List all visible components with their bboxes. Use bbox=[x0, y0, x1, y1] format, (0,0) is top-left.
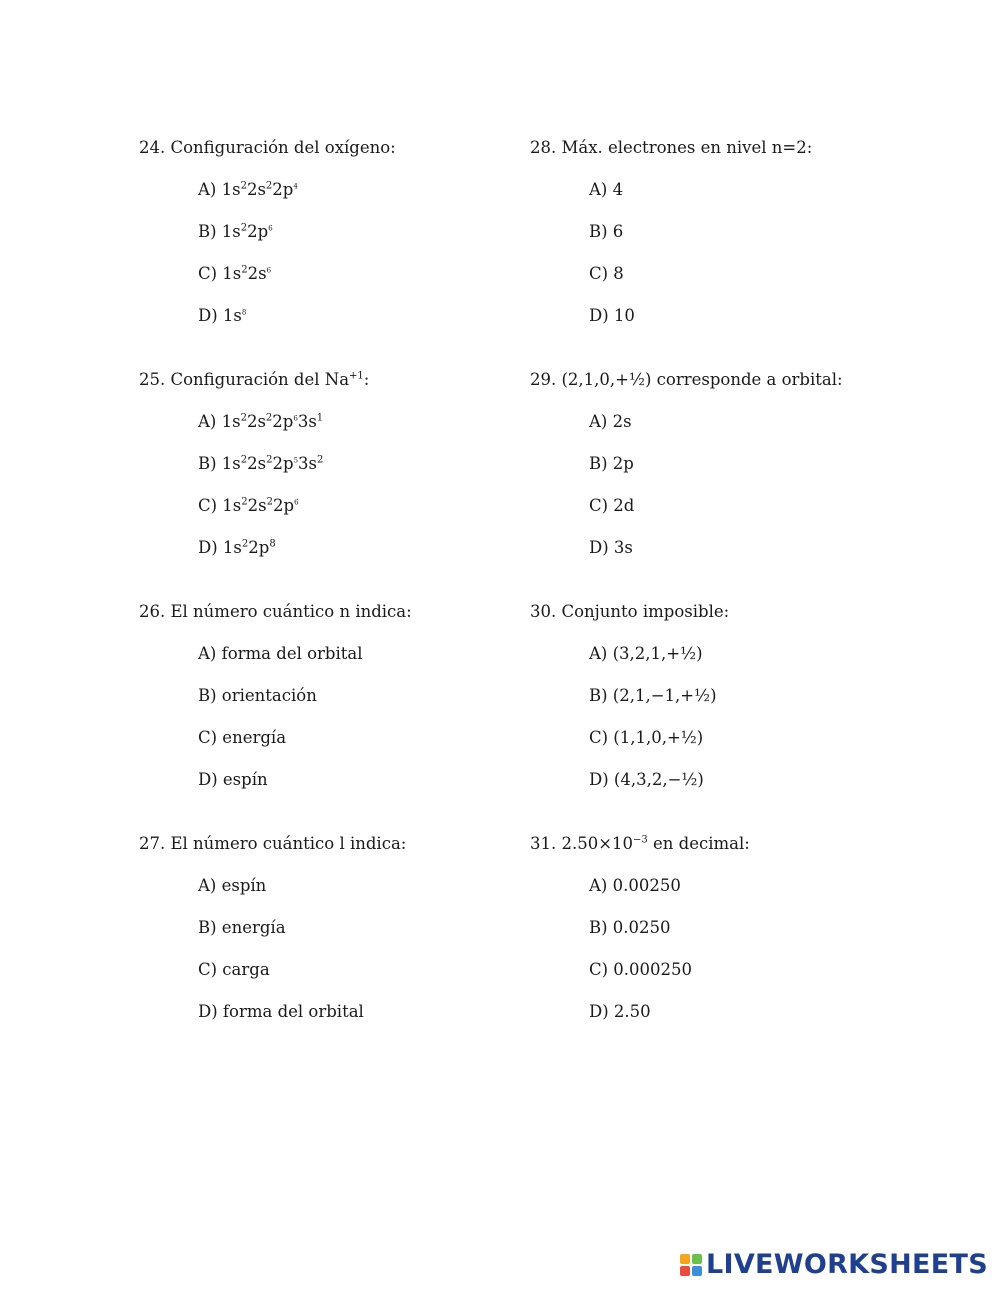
superscript: 2 bbox=[240, 180, 247, 192]
text-run: D) forma del orbital bbox=[198, 1002, 364, 1021]
text-run: 2s bbox=[247, 496, 267, 515]
superscript: 2 bbox=[240, 222, 248, 234]
question-title bbox=[139, 598, 499, 626]
question bbox=[530, 598, 930, 830]
superscript: 2 bbox=[241, 264, 248, 276]
text-run: C) 0.000250 bbox=[589, 960, 693, 979]
answer-option-b[interactable] bbox=[589, 682, 930, 710]
text-run: 2s bbox=[246, 412, 266, 431]
superscript: 2 bbox=[317, 454, 324, 466]
text-run: D) 10 bbox=[589, 306, 635, 325]
question-title bbox=[530, 598, 930, 626]
text-run: 26. El número cuántico n indica: bbox=[139, 602, 412, 621]
superscript: 8 bbox=[269, 538, 276, 550]
superscript: −3 bbox=[633, 834, 648, 846]
answer-option-c[interactable] bbox=[589, 724, 930, 752]
liveworksheets-logo-icon bbox=[680, 1254, 702, 1276]
answer-option-a[interactable] bbox=[198, 872, 499, 900]
superscript: 6 bbox=[268, 224, 273, 233]
answer-option-c[interactable] bbox=[589, 492, 930, 520]
text-run: 2p bbox=[272, 454, 294, 473]
text-run: A) 1s bbox=[198, 180, 241, 199]
superscript: 2 bbox=[241, 496, 248, 508]
answer-option-c[interactable] bbox=[198, 260, 499, 288]
text-run: 2p bbox=[247, 222, 269, 241]
answer-option-d[interactable] bbox=[589, 998, 930, 1026]
question-title bbox=[139, 134, 499, 162]
text-run: C) 1s bbox=[198, 264, 242, 283]
text-run: 25. Configuración del Na bbox=[139, 370, 350, 389]
answer-option-d[interactable] bbox=[589, 302, 930, 330]
superscript: 8 bbox=[241, 308, 247, 317]
question-title bbox=[139, 830, 499, 858]
text-run: 29. (2,1,0,+½) corresponde a orbital: bbox=[530, 370, 843, 389]
answer-option-d[interactable] bbox=[589, 766, 930, 794]
question-title bbox=[530, 134, 930, 162]
answer-option-c[interactable] bbox=[589, 956, 930, 984]
question bbox=[530, 134, 930, 366]
superscript: 2 bbox=[241, 538, 249, 550]
text-run: D) 1s bbox=[198, 538, 242, 557]
text-run: 3s bbox=[297, 412, 317, 431]
text-run: C) energía bbox=[198, 728, 287, 747]
text-run: B) 1s bbox=[198, 222, 241, 241]
right-question-column bbox=[530, 134, 930, 1062]
text-run: C) carga bbox=[198, 960, 270, 979]
text-run: C) (1,1,0,+½) bbox=[589, 728, 704, 747]
superscript: +1 bbox=[349, 370, 364, 382]
answer-option-b[interactable] bbox=[589, 914, 930, 942]
text-run: B) 2p bbox=[589, 454, 634, 473]
logo-square bbox=[692, 1266, 702, 1276]
answer-option-a[interactable] bbox=[589, 872, 930, 900]
text-run: B) energía bbox=[198, 918, 286, 937]
answer-option-b[interactable] bbox=[589, 218, 930, 246]
answer-option-d[interactable] bbox=[198, 302, 499, 330]
text-run: D) 1s bbox=[198, 306, 242, 325]
answer-option-d[interactable] bbox=[198, 766, 499, 794]
superscript: 5 bbox=[293, 456, 299, 465]
question bbox=[530, 366, 930, 598]
answer-option-a[interactable] bbox=[589, 408, 930, 436]
question bbox=[530, 830, 930, 1062]
answer-option-b[interactable] bbox=[198, 682, 499, 710]
text-run: D) 3s bbox=[589, 538, 633, 557]
question bbox=[139, 366, 499, 598]
text-run: 3s bbox=[298, 454, 317, 473]
superscript: 2 bbox=[240, 454, 248, 466]
text-run: 2p bbox=[272, 180, 294, 199]
superscript: 2 bbox=[265, 412, 273, 424]
text-run: 2p bbox=[248, 538, 270, 557]
text-run: B) 6 bbox=[589, 222, 624, 241]
answer-option-a[interactable] bbox=[589, 640, 930, 668]
answer-option-d[interactable] bbox=[198, 534, 499, 562]
text-run: C) 1s bbox=[198, 496, 242, 515]
superscript: 2 bbox=[240, 412, 247, 424]
logo-square bbox=[680, 1254, 690, 1264]
answer-option-a[interactable] bbox=[198, 176, 499, 204]
answer-option-b[interactable] bbox=[198, 914, 499, 942]
answer-option-c[interactable] bbox=[198, 956, 499, 984]
question bbox=[139, 134, 499, 366]
text-run: A) 1s bbox=[198, 412, 241, 431]
superscript: 2 bbox=[265, 180, 273, 192]
logo-square bbox=[680, 1266, 690, 1276]
text-run: : bbox=[363, 370, 370, 389]
text-run: D) 2.50 bbox=[589, 1002, 651, 1021]
question bbox=[139, 830, 499, 1062]
text-run: D) (4,3,2,−½) bbox=[589, 770, 704, 789]
answer-option-a[interactable] bbox=[198, 640, 499, 668]
text-run: B) (2,1,−1,+½) bbox=[589, 686, 717, 705]
text-run: 28. Máx. electrones en nivel n=2: bbox=[530, 138, 813, 157]
text-run: B) 0.0250 bbox=[589, 918, 671, 937]
logo-text: LIVEWORKSHEETS bbox=[705, 1249, 988, 1280]
question-title bbox=[139, 366, 499, 394]
logo-square bbox=[692, 1254, 702, 1264]
text-run: 31. 2.50×10 bbox=[530, 834, 634, 853]
answer-option-b[interactable] bbox=[198, 450, 499, 478]
text-run: B) orientación bbox=[198, 686, 317, 705]
superscript: 6 bbox=[294, 498, 299, 507]
text-run: 2p bbox=[272, 412, 294, 431]
answer-option-a[interactable] bbox=[198, 408, 499, 436]
superscript: 6 bbox=[293, 414, 298, 423]
answer-option-c[interactable] bbox=[198, 724, 499, 752]
text-run: A) 4 bbox=[589, 180, 624, 199]
text-run: en decimal: bbox=[647, 834, 750, 853]
answer-option-c[interactable] bbox=[589, 260, 930, 288]
answer-option-b[interactable] bbox=[198, 218, 499, 246]
text-run: B) 1s bbox=[198, 454, 241, 473]
text-run: C) 8 bbox=[589, 264, 624, 283]
text-run: C) 2d bbox=[589, 496, 635, 515]
text-run: 2s bbox=[247, 264, 267, 283]
answer-option-a[interactable] bbox=[589, 176, 930, 204]
answer-option-c[interactable] bbox=[198, 492, 499, 520]
superscript: 6 bbox=[266, 266, 272, 275]
text-run: A) (3,2,1,+½) bbox=[589, 644, 703, 663]
superscript: 2 bbox=[266, 496, 273, 508]
question bbox=[139, 598, 499, 830]
left-question-column bbox=[139, 134, 499, 1062]
superscript: 1 bbox=[316, 412, 324, 424]
superscript: 4 bbox=[293, 182, 298, 191]
text-run: 2s bbox=[247, 454, 267, 473]
text-run: A) 0.00250 bbox=[589, 876, 681, 895]
text-run: 30. Conjunto imposible: bbox=[530, 602, 730, 621]
question-title bbox=[530, 830, 930, 858]
liveworksheets-logo bbox=[680, 1249, 988, 1280]
answer-option-d[interactable] bbox=[198, 998, 499, 1026]
text-run: 2s bbox=[246, 180, 266, 199]
text-run: A) forma del orbital bbox=[198, 644, 363, 663]
text-run: 24. Configuración del oxígeno: bbox=[139, 138, 396, 157]
text-run: A) espín bbox=[198, 876, 267, 895]
text-run: A) 2s bbox=[589, 412, 632, 431]
text-run: D) espín bbox=[198, 770, 268, 789]
text-run: 27. El número cuántico l indica: bbox=[139, 834, 407, 853]
text-run: 2p bbox=[273, 496, 295, 515]
answer-option-d[interactable] bbox=[589, 534, 930, 562]
question-title bbox=[530, 366, 930, 394]
answer-option-b[interactable] bbox=[589, 450, 930, 478]
superscript: 2 bbox=[266, 454, 273, 466]
